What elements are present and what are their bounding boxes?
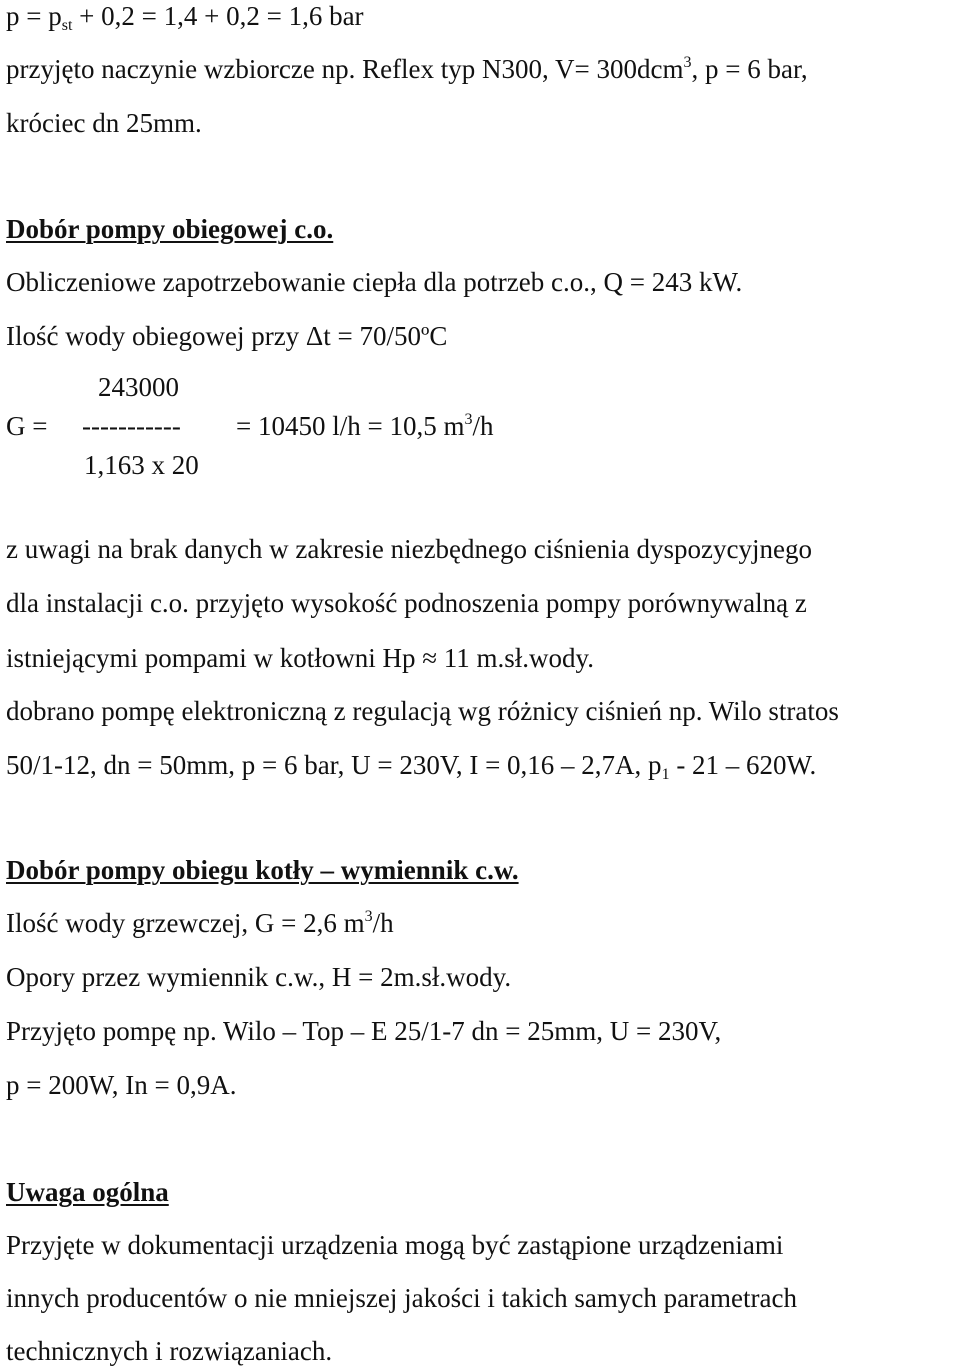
note-line-2: innych producentów o nie mniejszej jakości i takich samych parametrach bbox=[6, 1283, 797, 1313]
paragraph-line-5-a: 50/1-12, dn = 50mm, p = 6 bar, U = 230V, I = 0,16 – 2,7A, p bbox=[6, 750, 662, 780]
pump-power-line: p = 200W, In = 0,9A. bbox=[6, 1070, 237, 1100]
paragraph-line-1: z uwagi na brak danych w zakresie niezbędnego ciśnienia dyspozycyjnego bbox=[6, 534, 812, 564]
pressure-subscript: st bbox=[61, 17, 73, 34]
pressure-line bbox=[6, 1, 364, 34]
note-line-3: technicznych i rozwiązaniach. bbox=[6, 1336, 333, 1366]
pressure-text-b: + 0,2 = 1,4 + 0,2 = 1,6 bar bbox=[72, 1, 364, 31]
water-amount-line: Ilość wody obiegowej przy Δt = 70/50ºC bbox=[6, 321, 448, 351]
note-line-1: Przyjęte w dokumentacji urządzenia mogą być zastąpione urządzeniami bbox=[6, 1230, 784, 1260]
paragraph-line-5-b: - 21 – 620W. bbox=[669, 750, 817, 780]
heating-water-sup: 3 bbox=[364, 908, 373, 925]
expansion-vessel-sup: 3 bbox=[683, 54, 692, 71]
heating-water-a: Ilość wody grzewczej, G = 2,6 m bbox=[6, 908, 365, 938]
heading-pump-co: Dobór pompy obiegowej c.o. bbox=[6, 214, 334, 244]
pump-selection-line: Przyjęto pompę np. Wilo – Top – E 25/1-7 dn = 25mm, U = 230V, bbox=[6, 1016, 722, 1046]
formula-fraction-bar: ----------- bbox=[82, 411, 181, 441]
heading-general-note: Uwaga ogólna bbox=[6, 1177, 169, 1207]
heating-water-line bbox=[6, 910, 394, 937]
formula-result bbox=[236, 413, 493, 440]
connector-line: króciec dn 25mm. bbox=[6, 108, 202, 138]
expansion-vessel-text-a: przyjęto naczynie wzbiorcze np. Reflex typ N300, V= 300dcm bbox=[6, 54, 684, 84]
formula-denominator: 1,163 x 20 bbox=[84, 450, 199, 480]
paragraph-line-4: dobrano pompę elektroniczną z regulacją wg różnicy ciśnień np. Wilo stratos bbox=[6, 696, 839, 726]
expansion-vessel-line bbox=[6, 56, 808, 83]
exchanger-resistance-line: Opory przez wymiennik c.w., H = 2m.sł.wody. bbox=[6, 962, 512, 992]
formula-result-sup: 3 bbox=[464, 411, 473, 428]
expansion-vessel-text-b: , p = 6 bar, bbox=[691, 54, 808, 84]
paragraph-line-5-sub: 1 bbox=[661, 766, 670, 783]
heat-demand-line: Obliczeniowe zapotrzebowanie ciepła dla potrzeb c.o., Q = 243 kW. bbox=[6, 267, 743, 297]
formula-result-a: = 10450 l/h = 10,5 m bbox=[236, 411, 465, 441]
paragraph-line-3: istniejącymi pompami w kotłowni Hp ≈ 11 m.sł.wody. bbox=[6, 643, 595, 673]
formula-lhs: G = bbox=[6, 411, 48, 441]
paragraph-line-2: dla instalacji c.o. przyjęto wysokość podnoszenia pompy porównywalną z bbox=[6, 588, 807, 618]
formula-numerator: 243000 bbox=[98, 372, 179, 402]
formula-result-b: /h bbox=[472, 411, 494, 441]
heading-pump-boiler: Dobór pompy obiegu kotły – wymiennik c.w. bbox=[6, 855, 519, 885]
paragraph-line-5 bbox=[6, 750, 817, 783]
pressure-text-a: p = p bbox=[6, 1, 62, 31]
heating-water-b: /h bbox=[372, 908, 394, 938]
